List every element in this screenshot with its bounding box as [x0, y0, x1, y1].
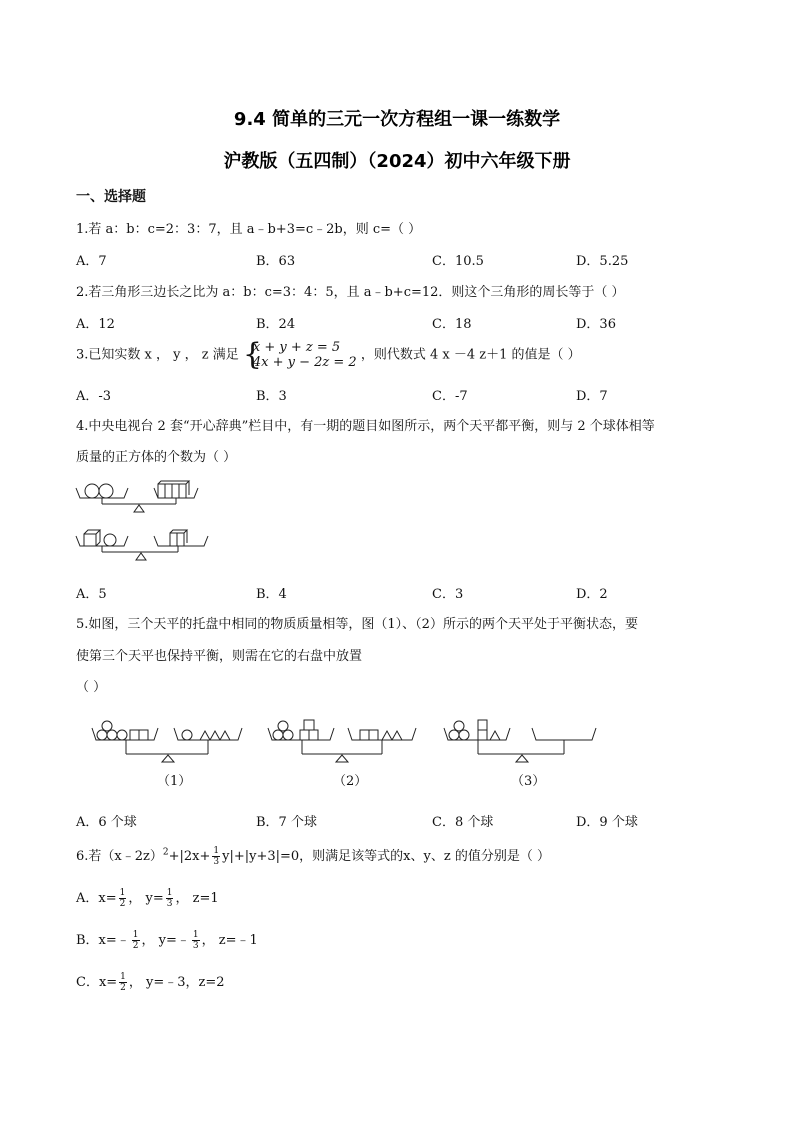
question-5-stem-line3: （ ） [76, 680, 107, 695]
question-1-option-a: A．7 [76, 254, 107, 269]
question-6-stem-a: 6.若（x﹣2z） [76, 849, 163, 864]
option-b-text: B．x=﹣ [76, 933, 130, 948]
fraction-denominator: 3 [213, 857, 220, 867]
fraction-denominator: 3 [192, 941, 199, 951]
question-2-option-d: D．36 [576, 317, 616, 332]
question-4-figure [74, 476, 214, 572]
equation-system [242, 337, 357, 372]
question-1-option-c: C．10.5 [432, 254, 484, 269]
fraction [119, 888, 127, 909]
question-6-option-b [76, 929, 258, 951]
question-6-stem [76, 845, 550, 867]
question-6-option-c [76, 971, 225, 993]
question-3-stem [76, 337, 581, 372]
question-1-stem: 1.若 a：b：c=2：3：7，且 a﹣b+3=c﹣2b，则 c=（ ） [76, 222, 422, 237]
question-3-stem-suffix: ，则代数式 4 x －4 z＋1 的值是（ ） [360, 347, 581, 363]
balance-fig2-icon [268, 720, 416, 762]
question-5-option-b: B．7 个球 [256, 815, 317, 830]
question-3-option-b: B．3 [256, 389, 287, 404]
question-4-option-d: D．2 [576, 587, 608, 602]
option-c-text: ， y=﹣3，z=2 [128, 975, 225, 990]
fraction-numerator: 1 [119, 888, 126, 898]
question-4-option-a: A．5 [76, 587, 107, 602]
page-subtitle: 沪教版（五四制）（2024）初中六年级下册 [223, 151, 571, 172]
balance-fig3-icon [444, 720, 596, 762]
fraction-denominator: 2 [132, 941, 139, 951]
option-a-text: A．x= [76, 891, 117, 906]
question-5-option-c: C．8 个球 [432, 815, 494, 830]
fraction [192, 930, 200, 951]
fraction [119, 972, 127, 993]
fraction-denominator: 3 [166, 899, 173, 909]
left-brace-icon: { [242, 337, 262, 372]
question-6-stem-c: y|+|y+3|=0，则满足该等式的x、y、z 的值分别是（ ） [222, 849, 550, 864]
fraction-numerator: 1 [213, 846, 220, 856]
question-2-option-a: A．12 [76, 317, 115, 332]
question-6-stem-b: +|2x+ [168, 849, 211, 864]
option-c-text: C．x= [76, 975, 118, 990]
option-a-text: ， z=1 [175, 891, 219, 906]
figure-label-2: （2） [333, 774, 368, 789]
fraction-denominator: 2 [120, 983, 126, 993]
exponent: 2 [162, 847, 169, 858]
fraction-numerator: 1 [166, 888, 173, 898]
question-6-option-a [76, 887, 219, 909]
question-2-option-c: C．18 [432, 317, 472, 332]
figure-label-1: （1） [157, 774, 192, 789]
question-1-option-b: B．63 [256, 254, 296, 269]
question-3-option-c: C．-7 [432, 389, 468, 404]
section-heading: 一、选择题 [76, 189, 146, 205]
question-5-stem-line1: 5.如图，三个天平的托盘中相同的物质质量相等，图（1）、（2）所示的两个天平处于平衡状态，要 [76, 617, 638, 632]
question-1-option-d: D．5.25 [576, 254, 629, 269]
page-title: 9.4 简单的三元一次方程组一课一练数学 [233, 109, 561, 130]
equation-1: x + y + z = 5 [252, 340, 341, 355]
fraction [166, 888, 174, 909]
balance-2-icon [76, 530, 208, 560]
balance-1-icon [76, 481, 198, 512]
question-4-stem-line1: 4.中央电视台 2 套“开心辞典”栏目中，有一期的题目如图所示，两个天平都平衡，则与 2 个球体相等 [76, 419, 655, 434]
fraction-numerator: 1 [132, 930, 139, 940]
question-3-stem-prefix: 3.已知实数 x ， y ， z 满足 [76, 347, 239, 363]
option-b-text: ， z=﹣1 [201, 933, 258, 948]
equation-2: 4x + y − 2z = 2 [252, 355, 357, 370]
fraction-numerator: 1 [120, 972, 126, 982]
question-2-stem: 2.若三角形三边长之比为 a：b：c=3：4：5，且 a﹣b+c=12．则这个三角形的周长等于（ ） [76, 285, 625, 300]
option-b-text: ， y=﹣ [141, 933, 190, 948]
question-3-option-a: A．-3 [76, 389, 112, 404]
question-3-option-d: D．7 [576, 389, 608, 404]
balance-fig1-icon [92, 721, 242, 762]
question-4-option-b: B．4 [256, 587, 287, 602]
question-4-option-c: C．3 [432, 587, 464, 602]
fraction-denominator: 2 [119, 899, 126, 909]
question-5-stem-line2: 使第三个天平也保持平衡，则需在它的右盘中放置 [76, 649, 363, 664]
fraction [132, 930, 140, 951]
question-5-option-d: D．9 个球 [576, 815, 638, 830]
question-4-stem-line2: 质量的正方体的个数为（ ） [76, 450, 237, 465]
fraction-numerator: 1 [192, 930, 199, 940]
option-a-text: ， y= [128, 891, 164, 906]
question-5-option-a: A．6 个球 [76, 815, 137, 830]
fraction [212, 846, 220, 867]
figure-label-3: （3） [511, 774, 546, 789]
question-2-option-b: B．24 [256, 317, 296, 332]
